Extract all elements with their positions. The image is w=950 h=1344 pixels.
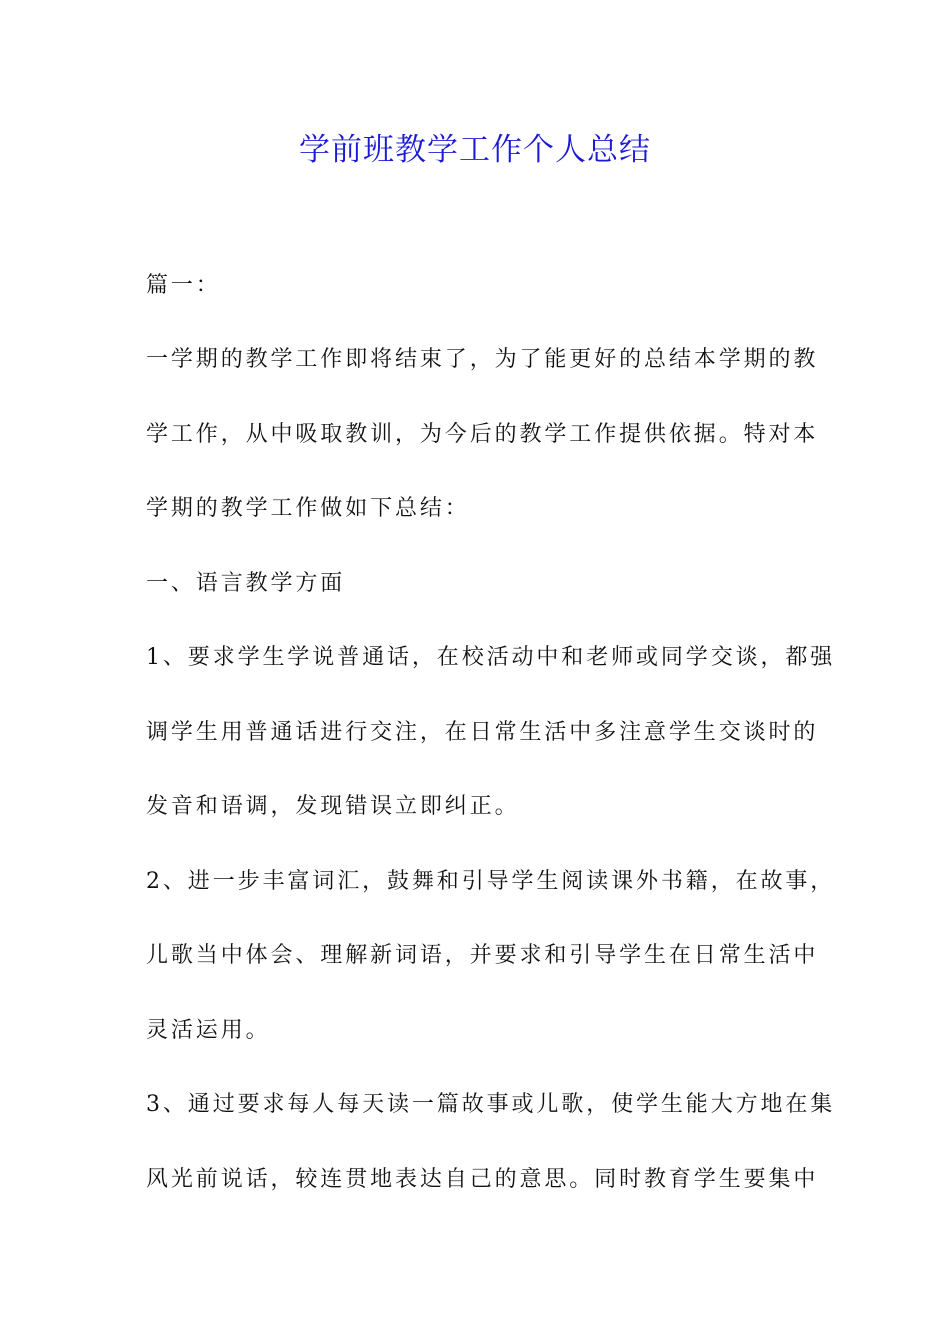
body-line: 一学期的教学工作即将结束了，为了能更好的总结本学期的教 (146, 347, 819, 372)
body-line: 3、通过要求每人每天读一篇故事或儿歌，使学生能大方地在集 (146, 1092, 836, 1117)
body-line: 发音和语调，发现错误立即纠正。 (146, 794, 520, 819)
body-line: 调学生用普通话进行交注，在日常生活中多注意学生交谈时的 (146, 720, 819, 745)
document-title: 学前班教学工作个人总结 (299, 132, 651, 168)
section-heading-language-teaching: 一、语言教学方面 (146, 571, 346, 596)
body-line: 风光前说话，较连贯地表达自己的意思。同时教育学生要集中 (146, 1167, 819, 1192)
section-heading-part-one: 篇一： (146, 273, 221, 298)
body-line: 灵活运用。 (146, 1018, 271, 1043)
body-line: 学期的教学工作做如下总结： (146, 496, 470, 521)
body-line: 学工作，从中吸取教训，为今后的教学工作提供依据。特对本 (146, 422, 819, 447)
body-line: 1、要求学生学说普通话，在校活动中和老师或同学交谈，都强 (146, 645, 836, 670)
body-line: 儿歌当中体会、理解新词语，并要求和引导学生在日常生活中 (146, 943, 819, 968)
body-line: 2、进一步丰富词汇，鼓舞和引导学生阅读课外书籍，在故事， (146, 869, 836, 894)
